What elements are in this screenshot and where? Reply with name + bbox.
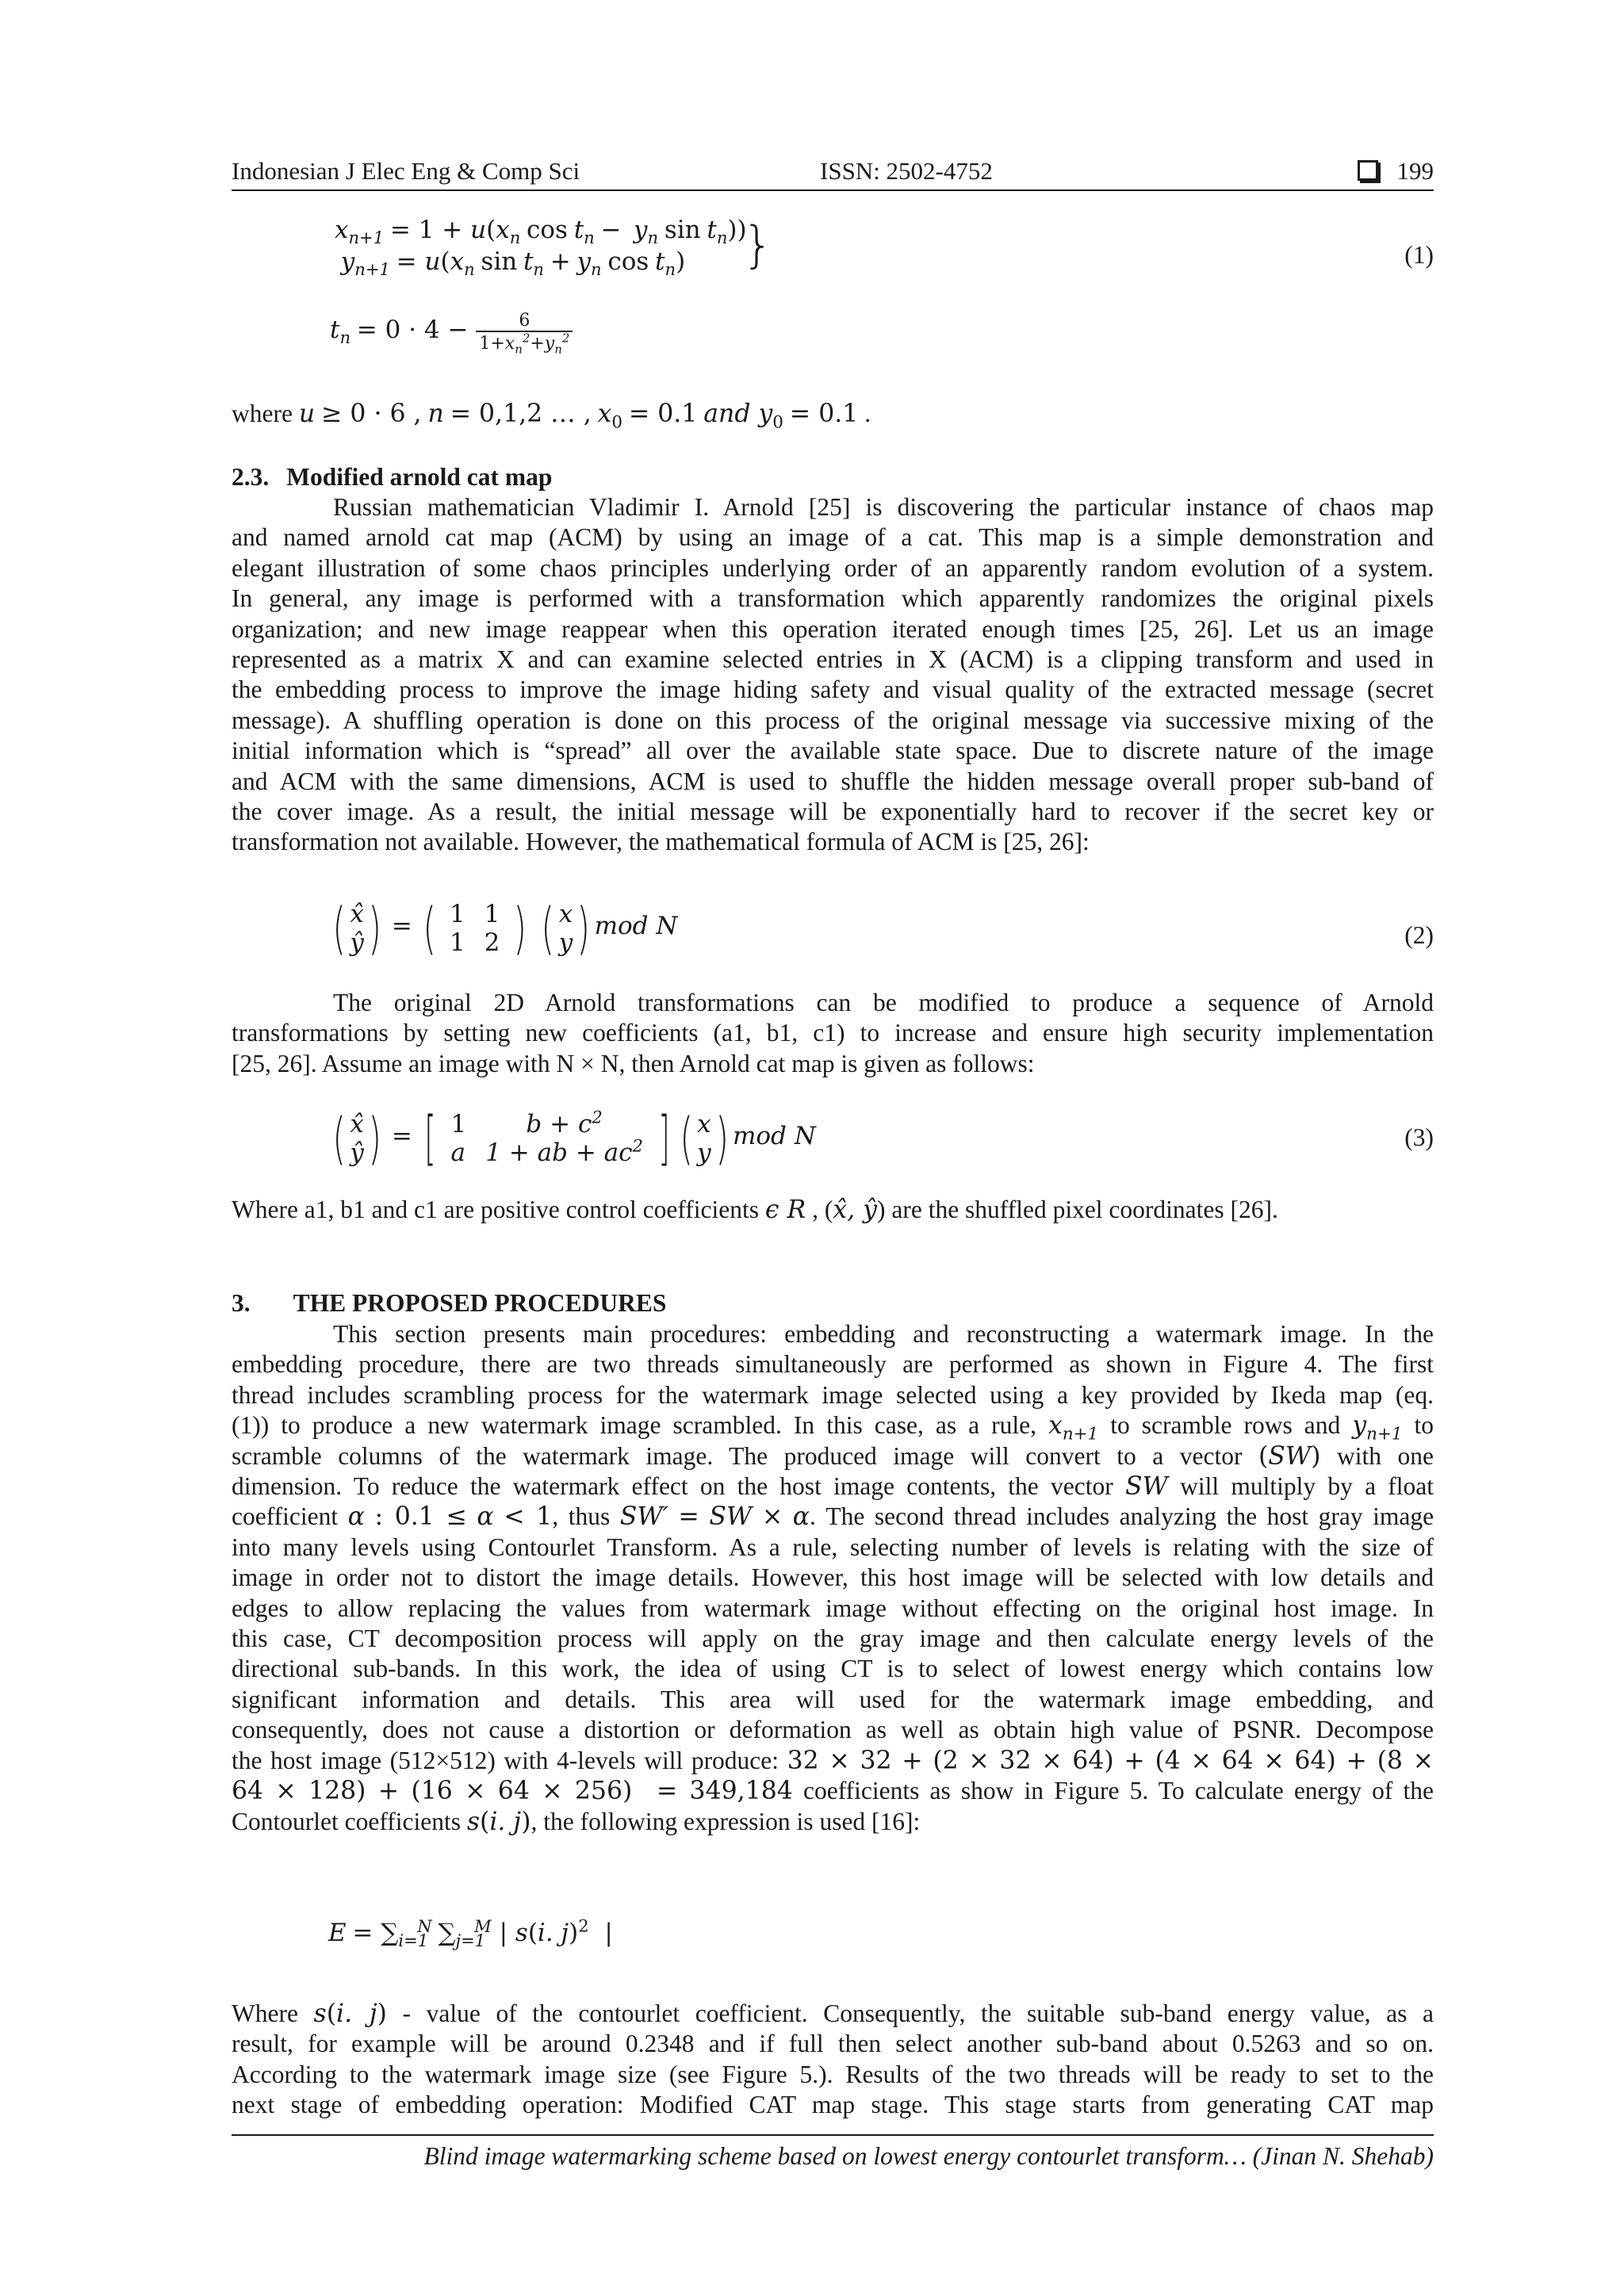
text-line: Where s(i. j) - value of the contourlet coefficient. Consequently, the suitable sub-band energy value, as a xyxy=(232,1999,1434,2028)
text-line: the host image (512×512) with 4-levels will produce: 32 × 32 + (2 × 32 × 64) + (4 × 64 × 64) + (8 × xyxy=(232,1746,1434,1775)
text-line: the embedding process to improve the image hiding safety and visual quality of the extracted message (secret xyxy=(232,675,1434,704)
header-divider xyxy=(232,189,1434,191)
equation-2: ( x̂ ŷ ) = ( 1 1 1 2 ) ( x y ) mod N xyxy=(332,896,678,961)
page-number: 199 xyxy=(1396,157,1434,185)
arnold-modification-paragraph xyxy=(232,988,1434,1079)
text-line: In general, any image is performed with a transformation which apparently randomizes the original pixels xyxy=(232,584,1434,613)
text-line: coefficient α : 0.1 ≤ α < 1, thus SW′ = SW × α. The second thread includes analyzing the host gray image xyxy=(232,1502,1434,1532)
text-line: result, for example will be around 0.2348 and if full then select another sub-band about 0.5263 and so on. xyxy=(232,2030,1434,2058)
text-line: next stage of embedding operation: Modified CAT map stage. This stage starts from generating CAT map xyxy=(232,2091,1434,2119)
equation-2-number: (2) xyxy=(1404,921,1434,949)
energy-explanation-paragraph xyxy=(232,1999,1434,2121)
text-line: significant information and details. This area will used for the watermark image embedding, and xyxy=(232,1685,1434,1713)
equation-tn: $t_n = 0 \cdot 4$ − $\frac{6}{1+x_n^2+y_n^2}$ xyxy=(330,311,573,354)
where-conditions: where u ≥ 0 · 6 , n = 0,1,2 … , $x_0 = 0.1$ and $y_0 = 0.1$ . xyxy=(232,400,871,433)
text-line: [25, 26]. Assume an image with N × N, then Arnold cat map is given as follows: xyxy=(232,1049,1035,1077)
text-line: elegant illustration of some chaos principles underlying order of an apparently random evolution of a system. xyxy=(232,553,1434,582)
text-line: thread includes scrambling process for the watermark image selected using a key provided by Ikeda map (eq. xyxy=(232,1380,1434,1409)
issn: ISSN: 2502-4752 xyxy=(820,157,993,185)
equation-1-number: (1) xyxy=(1404,241,1434,269)
text-line: Russian mathematician Vladimir I. Arnold [25] is discovering the particular instance of chaos map xyxy=(333,493,1434,521)
text-line: scramble columns of the watermark image. The produced image will convert to a vector (SW) with one xyxy=(232,1441,1434,1471)
text-fragment: ) are the shuffled pixel coordinates [26]. xyxy=(877,1196,1278,1223)
equation-3-number: (3) xyxy=(1404,1123,1434,1151)
journal-name: Indonesian J Elec Eng & Comp Sci xyxy=(232,157,580,185)
section-2-3-paragraph xyxy=(232,492,1434,858)
text-line: This section presents main procedures: embedding and reconstructing a watermark image. In the xyxy=(333,1320,1434,1348)
section-number: 3. xyxy=(232,1289,251,1317)
section-title: THE PROPOSED PROCEDURES xyxy=(293,1289,667,1317)
text-line: this case, CT decomposition process will apply on the gray image and then calculate energy levels of the xyxy=(232,1624,1434,1653)
equation-1: $x_{n+1} = 1 + u(x_n$ $\cos t_n - y_n$ $\sin t_n$)) $y_{n+1} = u(x_n$ $\sin t_n + y_n$ $\cos t_n$) } xyxy=(335,216,774,280)
text-line: transformation not available. However, the mathematical formula of ACM is [25, 26]: xyxy=(232,828,1090,856)
text-line: directional sub-bands. In this work, the idea of using CT is to select of lowest energy which contains low xyxy=(232,1655,1434,1683)
text-line: into many levels using Contourlet Transform. As a rule, selecting number of levels is relating with the size of xyxy=(232,1533,1434,1561)
text-line: consequently, does not cause a distortion or deformation as well as obtain high value of PSNR. Decompose xyxy=(232,1716,1434,1744)
text-line: (1)) to produce a new watermark image scrambled. In this case, as a rule, $x_{n+1}$ to scramble rows and $y_{n+1}$ to xyxy=(232,1411,1434,1445)
text-line: organization; and new image reappear when this operation iterated enough times [25, 26]. Let us an image xyxy=(232,614,1434,643)
where-prefix: where xyxy=(232,400,299,427)
text-line: represented as a matrix X and can examine selected entries in X (ACM) is a clipping transform and used in xyxy=(232,645,1434,674)
text-line: dimension. To reduce the watermark effect on the host image contents, the vector SW will multiply by a float xyxy=(232,1472,1434,1502)
section-3-paragraph xyxy=(232,1319,1434,1837)
page-header xyxy=(232,151,1434,189)
section-3-heading xyxy=(232,1289,666,1318)
section-title: Modified arnold cat map xyxy=(286,463,553,491)
where-suffix: . xyxy=(864,400,871,427)
text-line: transformations by setting new coefficients (a1, b1, c1) to increase and ensure high security implementation xyxy=(232,1019,1434,1047)
text-line: embedding procedure, there are two threads simultaneously are performed as shown in Figure 4. The first xyxy=(232,1350,1434,1379)
page-footer: Blind image watermarking scheme based on lowest energy contourlet transform… (Jinan N. Shehab) xyxy=(423,2142,1434,2170)
checkbox-square-icon xyxy=(1358,160,1378,181)
text-line: image in order not to distort the image details. However, this host image will be selected with low details and xyxy=(232,1563,1434,1592)
text-fragment: Where a1, b1 and c1 are positive control coefficients xyxy=(232,1196,765,1223)
text-line: and ACM with the same dimensions, ACM is used to shuffle the hidden message overall proper sub-band of xyxy=(232,767,1434,795)
text-line: initial information which is “spread” all over the available state space. Due to discrete nature of the image xyxy=(232,737,1434,765)
text-line: message). A shuffling operation is done on this process of the original message via successive mixing of the xyxy=(232,706,1434,734)
text-line: The original 2D Arnold transformations can be modified to produce a sequence of Arnold xyxy=(333,989,1434,1016)
footer-divider xyxy=(232,2134,1434,2136)
text-fragment: , ( xyxy=(806,1196,833,1223)
text-line: edges to allow replacing the values from watermark image without effecting on the original host image. In xyxy=(232,1594,1434,1622)
section-2-3-heading xyxy=(232,463,552,492)
text-line: the cover image. As a result, the initial message will be exponentially hard to recover if the secret key or xyxy=(232,798,1434,826)
equation-3: ( x̂ ŷ ) = [ 1 $b + c^2$ a 1 + ab + $ac^2$ ] ( x y ) mod N xyxy=(332,1104,816,1173)
energy-equation: $E = \sum_{i=1}^N$ $\sum_{j=1}^M$ | s(i. j)$^2$ | xyxy=(328,1915,613,1951)
coefficients-note: Where a1, b1 and c1 are positive control coefficients ϵ R , (x̂, ŷ) are the shuffled pixel coordinates [26]. xyxy=(232,1196,1278,1224)
text-line: and named arnold cat map (ACM) by using an image of a cat. This map is a simple demonstration and xyxy=(232,523,1434,552)
text-line: According to the watermark image size (see Figure 5.). Results of the two threads will be ready to set to the xyxy=(232,2060,1434,2088)
section-number: 2.3. xyxy=(232,463,270,491)
text-line: 64 × 128) + (16 × 64 × 256) = 349,184 coefficients as show in Figure 5. To calculate energy of the xyxy=(232,1777,1434,1806)
text-line: Contourlet coefficients s(i. j), the following expression is used [16]: xyxy=(232,1807,921,1836)
